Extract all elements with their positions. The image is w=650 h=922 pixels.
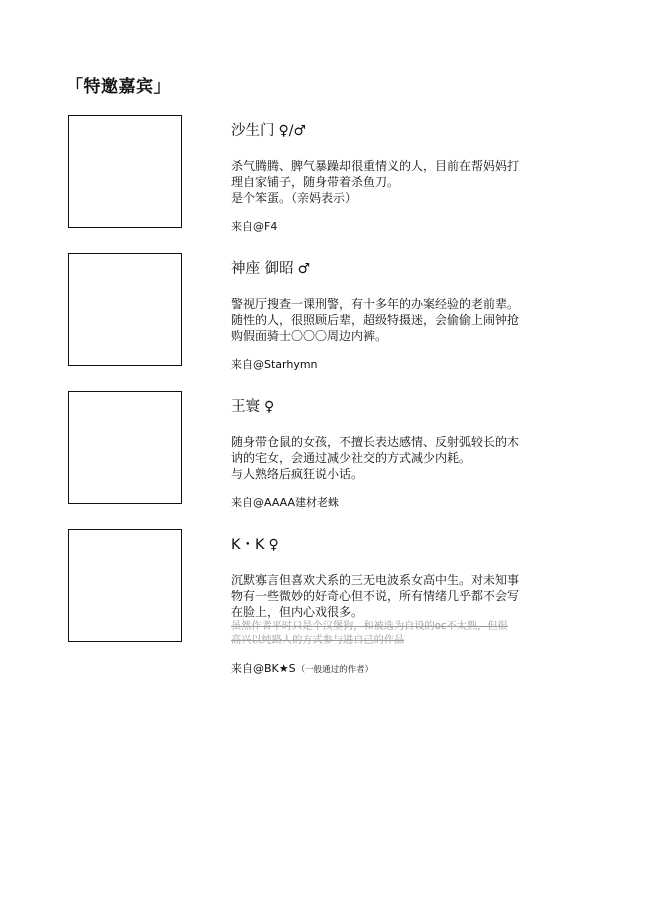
description-line: 在脸上，但内心戏很多。 bbox=[231, 605, 364, 619]
gender-icon: ♀/♂ bbox=[278, 123, 307, 139]
portrait-placeholder bbox=[68, 253, 182, 366]
portrait-placeholder bbox=[68, 391, 182, 504]
guest-description bbox=[231, 572, 549, 648]
strikethrough-note: 虽然作者平时只是个汉堡狗，和被选为自设的oc不太熟，但很 bbox=[231, 621, 508, 632]
description-line: 杀气腾腾、脾气暴躁却很重情义的人，目前在帮妈妈打 bbox=[231, 159, 520, 173]
guest-description bbox=[231, 296, 549, 344]
guest-name-text: 王寰 bbox=[231, 399, 260, 415]
description-line: 随身带仓鼠的女孩，不擅长表达感情、反射弧较长的木 bbox=[231, 435, 520, 449]
description-line: 与人熟络后疯狂说小话。 bbox=[231, 467, 364, 481]
guest-name-text: 神座 御昭 bbox=[231, 261, 294, 277]
guest-source: 来自@F4 bbox=[231, 220, 278, 233]
description-line: 物有一些微妙的好奇心但不说，所有情绪几乎都不会写 bbox=[231, 589, 520, 603]
source-note: （一般通过的作者） bbox=[296, 665, 374, 675]
portrait-placeholder bbox=[68, 529, 182, 642]
guest-name-text: K・K bbox=[231, 537, 265, 553]
guest-info bbox=[231, 122, 549, 234]
description-line: 理自家铺子，随身带着杀鱼刀。 bbox=[231, 175, 400, 189]
guest-name-text: 沙生门 bbox=[231, 123, 275, 139]
section-title: 「特邀嘉宾」 bbox=[66, 77, 171, 97]
guest-card bbox=[68, 529, 628, 675]
guest-name bbox=[231, 398, 549, 416]
description-line: 沉默寡言但喜欢犬系的三无电波系女高中生。对未知事 bbox=[231, 573, 520, 587]
guest-card bbox=[68, 253, 628, 369]
description-line: 随性的人，很照顾后辈，超级特摄迷，会偷偷上闹钟抢 bbox=[231, 313, 520, 327]
guest-name bbox=[231, 536, 549, 554]
description-line: 警视厅搜查一课刑警，有十多年的办案经验的老前辈。 bbox=[231, 297, 520, 311]
description-line: 讷的宅女，会通过减少社交的方式减少内耗。 bbox=[231, 451, 472, 465]
guest-card bbox=[68, 115, 628, 231]
gender-icon: ♀ bbox=[268, 537, 279, 553]
guest-info bbox=[231, 536, 549, 677]
guest-description bbox=[231, 434, 549, 482]
guest-info bbox=[231, 398, 549, 510]
guest-source bbox=[231, 662, 549, 677]
description-line: 是个笨蛋。（亲妈表示） bbox=[231, 191, 358, 205]
guest-source: 来自@Starhymn bbox=[231, 358, 318, 371]
gender-icon: ♀ bbox=[264, 399, 275, 415]
gender-icon: ♂ bbox=[297, 261, 311, 277]
guest-source-text: 来自@BK★S bbox=[231, 662, 296, 675]
portrait-placeholder bbox=[68, 115, 182, 228]
guest-description bbox=[231, 158, 549, 206]
guest-source: 来自@AAAA建材老蛛 bbox=[231, 496, 340, 509]
guest-name bbox=[231, 122, 549, 140]
strikethrough-note: 高兴以纯路人的方式参与进自己的作品 bbox=[231, 635, 405, 646]
guest-info bbox=[231, 260, 549, 372]
description-line: 购假面骑士〇〇〇周边内裤。 bbox=[231, 329, 388, 343]
guest-card bbox=[68, 391, 628, 507]
guest-name bbox=[231, 260, 549, 278]
